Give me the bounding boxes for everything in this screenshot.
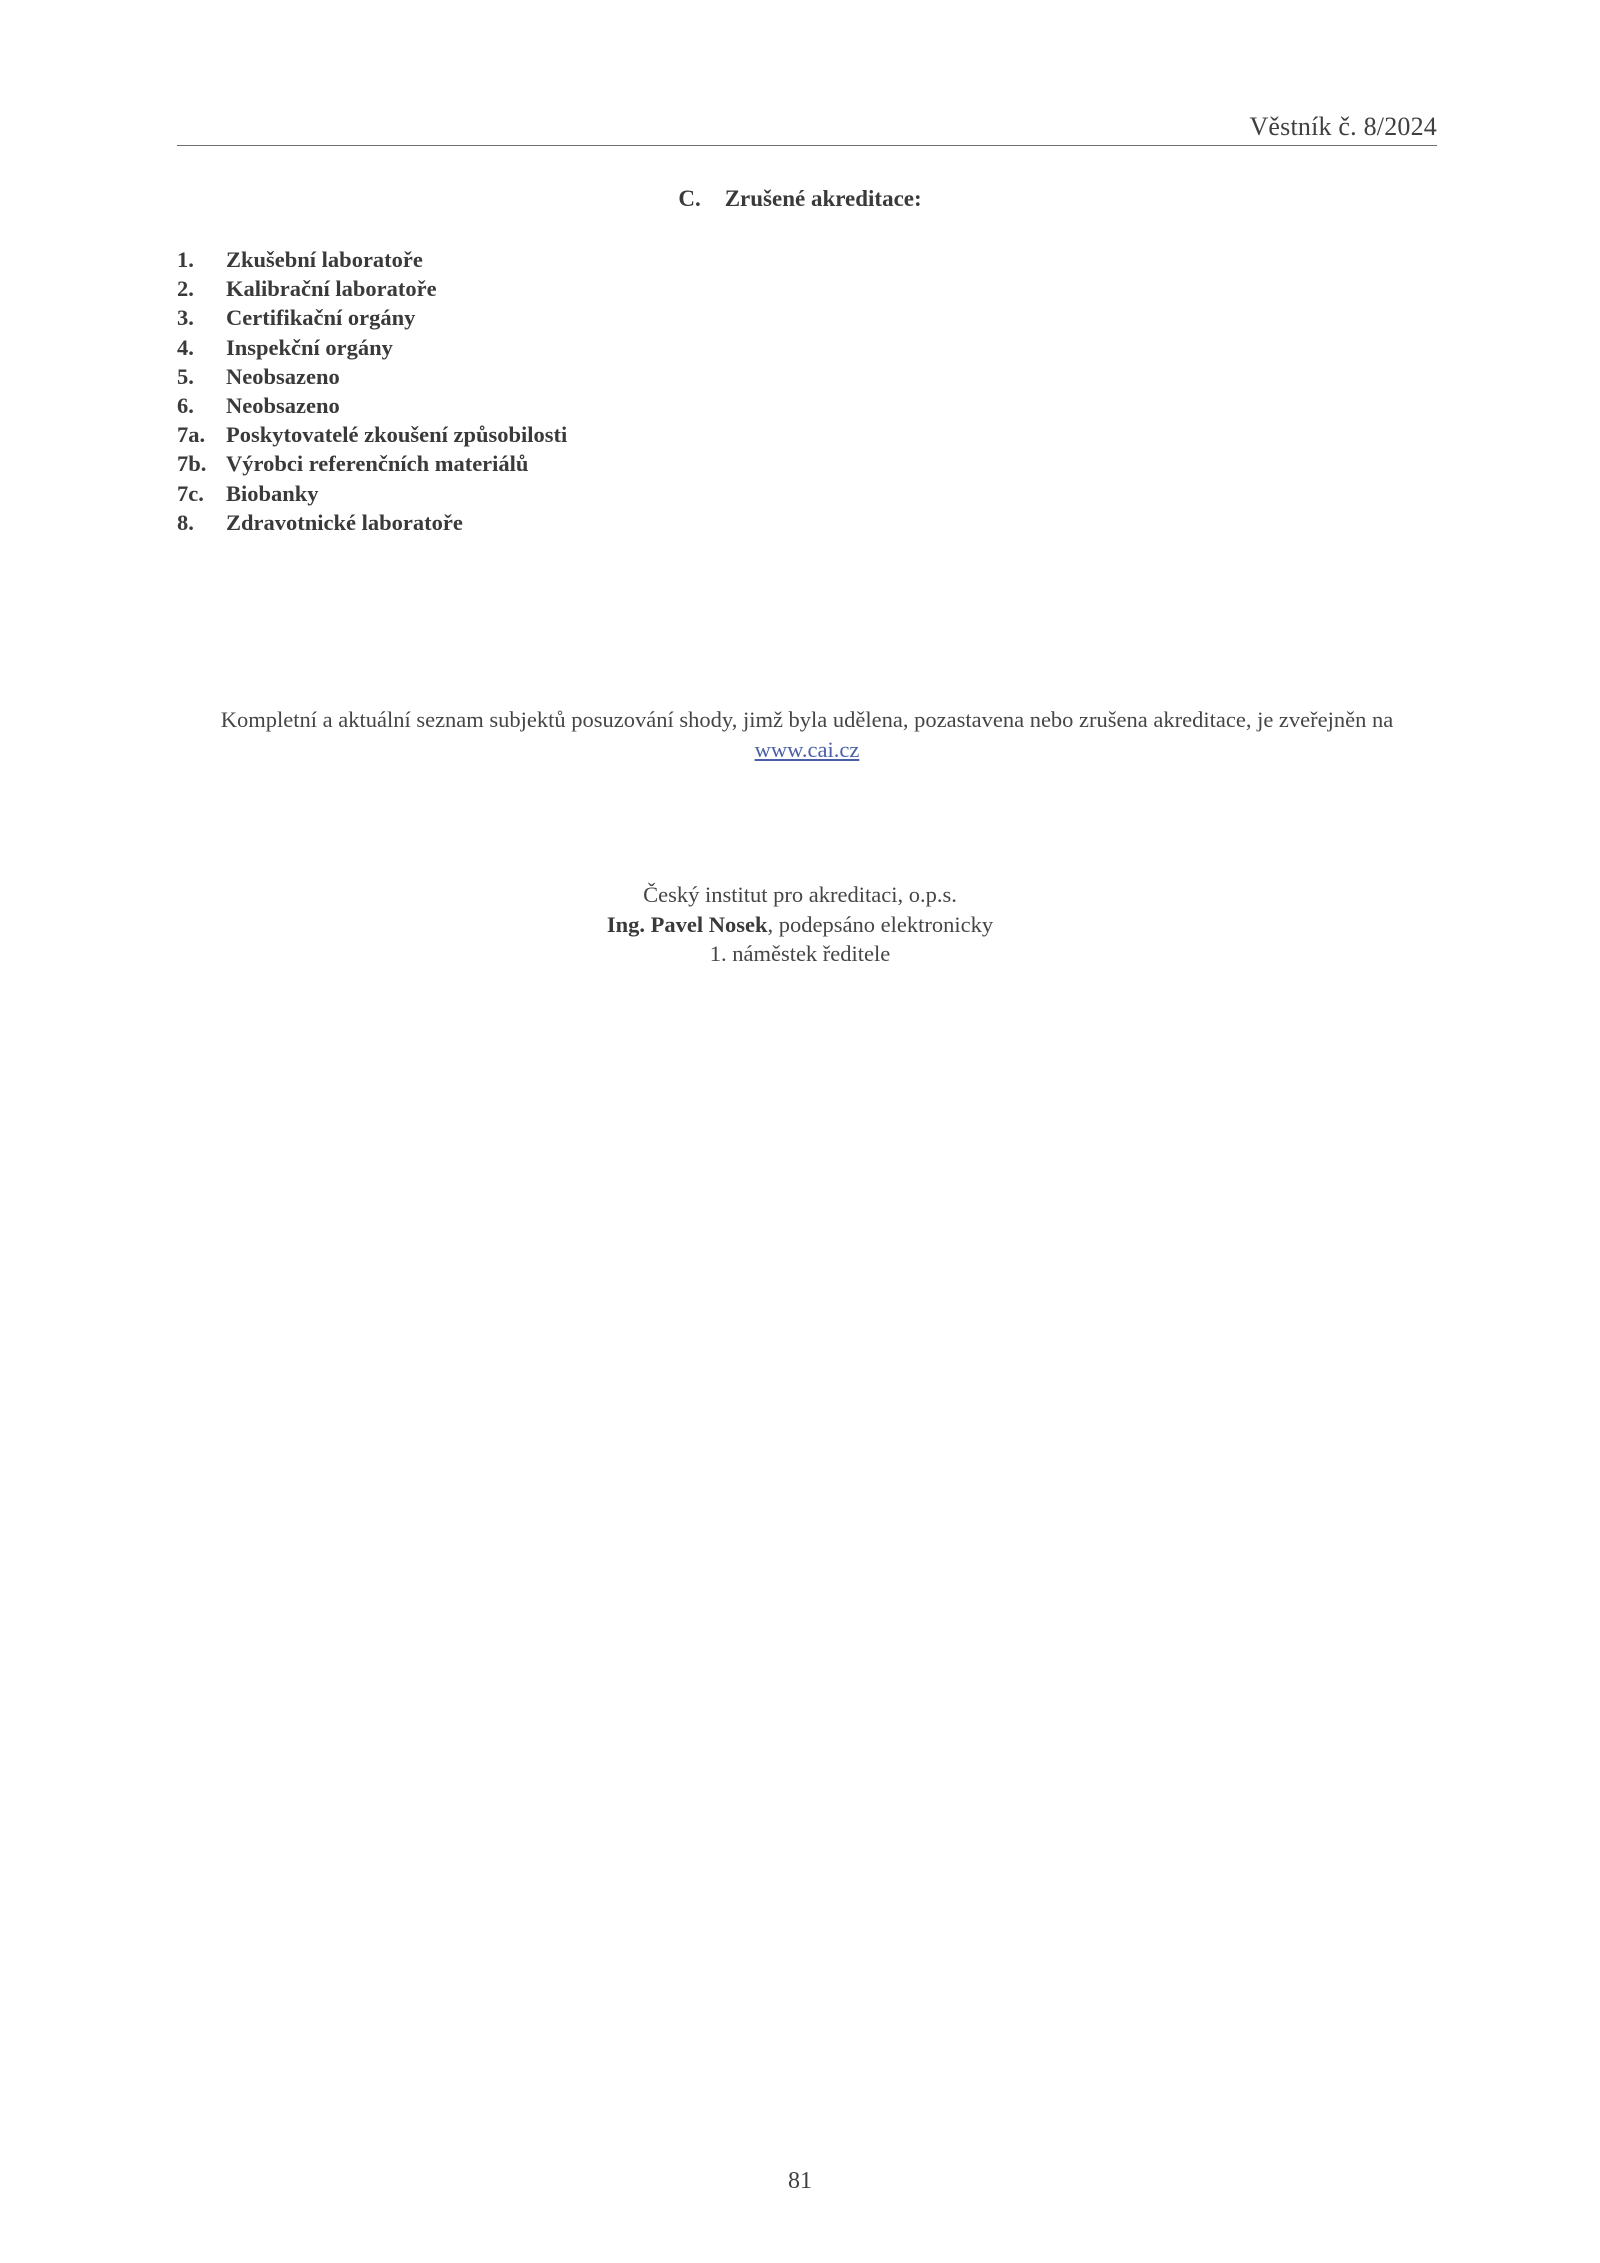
list-item xyxy=(177,391,567,420)
list-item xyxy=(177,362,567,391)
list-item-number: 5. xyxy=(177,363,194,389)
list-item-number: 7a. xyxy=(177,422,206,448)
list-item xyxy=(177,333,567,362)
signatory-position: 1. náměstek ředitele xyxy=(709,941,891,966)
category-list xyxy=(177,245,567,537)
header-divider xyxy=(177,145,1437,146)
signature-block xyxy=(0,880,1600,969)
list-item xyxy=(177,420,567,449)
section-heading xyxy=(0,186,1600,212)
list-item xyxy=(177,479,567,508)
list-item-label: Výrobci referenčních materiálů xyxy=(226,451,529,477)
list-item-number: 1. xyxy=(177,247,194,272)
signature-organization: Český institut pro akreditaci, o.p.s. xyxy=(643,882,957,907)
list-item-label: Neobsazeno xyxy=(226,392,340,418)
list-item-number: 8. xyxy=(177,509,194,535)
list-item-label: Neobsazeno xyxy=(226,363,340,389)
list-item-number: 7b. xyxy=(177,451,207,477)
list-item xyxy=(177,245,567,274)
list-item-number: 6. xyxy=(177,392,194,418)
page-number: 81 xyxy=(788,2168,812,2194)
list-item-label: Certifikační orgány xyxy=(226,305,416,331)
list-item-number: 3. xyxy=(177,305,194,331)
list-item-label: Biobanky xyxy=(226,480,319,506)
list-item-label: Kalibrační laboratoře xyxy=(226,276,437,302)
list-item xyxy=(177,274,567,303)
registry-note xyxy=(177,705,1437,765)
signatory-name: Ing. Pavel Nosek xyxy=(606,911,768,937)
section-title: Zrušené akreditace: xyxy=(724,186,922,211)
list-item-label: Inspekční orgány xyxy=(226,334,393,360)
list-item xyxy=(177,508,567,537)
list-item-label: Zdravotnické laboratoře xyxy=(226,509,463,535)
list-item-label: Zkušební laboratoře xyxy=(226,247,423,272)
signature-name-line xyxy=(0,910,1600,940)
list-item-number: 7c. xyxy=(177,480,204,506)
list-item xyxy=(177,303,567,332)
signature-note: , podepsáno elektronicky xyxy=(767,911,994,937)
list-item-number: 2. xyxy=(177,276,194,302)
list-item-label: Poskytovatelé zkoušení způsobilosti xyxy=(226,422,568,448)
list-item xyxy=(177,449,567,478)
cai-website-link[interactable]: www.cai.cz xyxy=(754,737,860,762)
registry-note-text: Kompletní a aktuální seznam subjektů posuzování shody, jimž byla udělena, pozastavena nebo zrušena akreditace, je zveřejněn na xyxy=(220,707,1394,732)
journal-issue-title: Věstník č. 8/2024 xyxy=(1249,112,1437,141)
list-item-number: 4. xyxy=(177,334,194,360)
section-letter: C. xyxy=(678,186,701,211)
